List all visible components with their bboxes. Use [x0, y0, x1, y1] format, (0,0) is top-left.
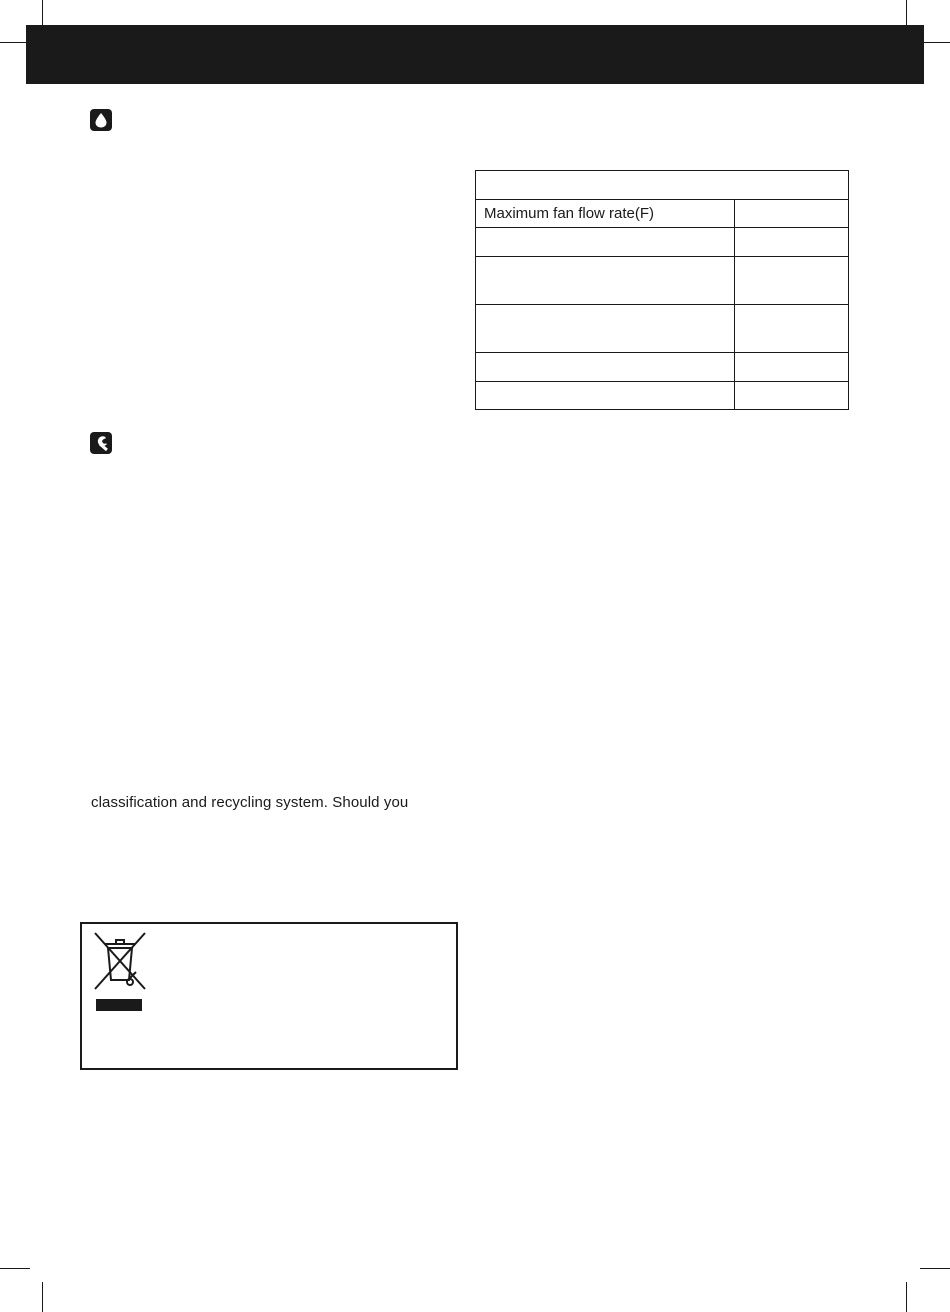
table-row	[476, 353, 849, 382]
water-drop-icon	[90, 109, 112, 131]
crop-mark-br-v	[906, 1282, 907, 1312]
table-cell-value	[735, 228, 849, 257]
table-cell-label	[476, 228, 735, 257]
header-bar	[26, 25, 924, 84]
table-cell-label	[476, 353, 735, 382]
table-header-cell	[476, 171, 849, 200]
table-cell-value	[735, 305, 849, 353]
table-row	[476, 171, 849, 200]
crop-mark-bl-v	[42, 1282, 43, 1312]
weee-bar	[96, 999, 142, 1011]
weee-disposal-notice	[80, 922, 458, 1070]
table-row	[476, 200, 849, 228]
table-row	[476, 257, 849, 305]
wrench-icon	[90, 432, 112, 454]
table-cell-label	[476, 305, 735, 353]
crop-mark-tr-h	[920, 42, 950, 43]
table-row	[476, 305, 849, 353]
crop-mark-bl-h	[0, 1268, 30, 1269]
table-cell-value	[735, 200, 849, 228]
table-cell-label	[476, 257, 735, 305]
table-row	[476, 228, 849, 257]
table-cell-label: Maximum fan flow rate(F)	[476, 200, 735, 228]
table-cell-value	[735, 382, 849, 410]
recycling-text: classification and recycling system. Should you	[91, 794, 409, 811]
crop-mark-br-h	[920, 1268, 950, 1269]
spec-table	[475, 170, 849, 410]
table-row	[476, 382, 849, 410]
table-cell-label	[476, 382, 735, 410]
crossed-bin-icon	[92, 930, 148, 992]
table-cell-value	[735, 257, 849, 305]
table-cell-value	[735, 353, 849, 382]
